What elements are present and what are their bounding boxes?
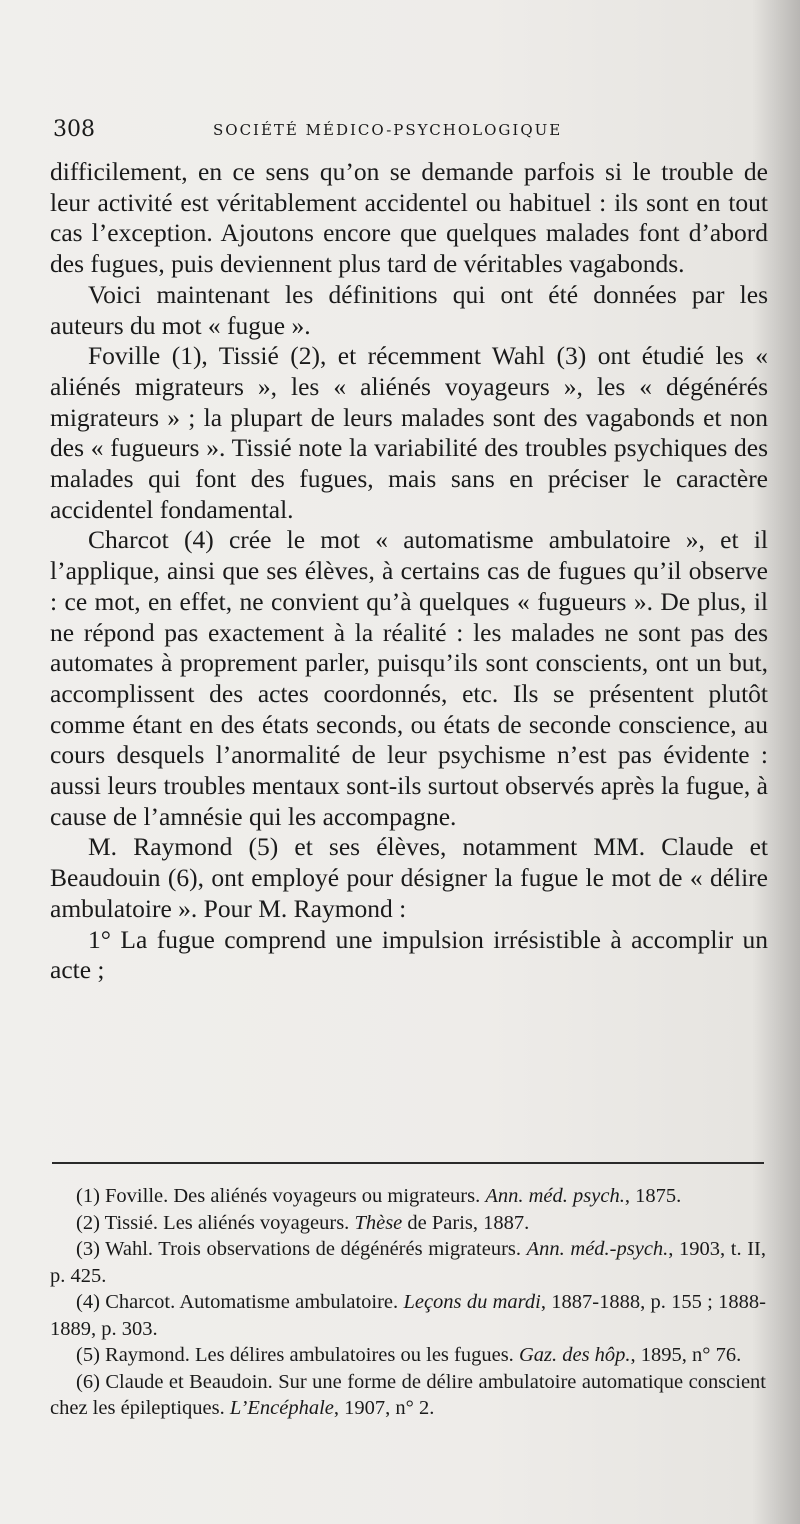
footnote-source: Gaz. des hôp. [518, 1344, 631, 1366]
paragraph: Voici maintenant les définitions qui ont été données par les auteurs du mot « fugue ». [50, 279, 768, 340]
footnote-number: (3) [76, 1238, 100, 1260]
footnote-details: , 1875. [624, 1185, 682, 1207]
footnote-source: L’Encéphale [229, 1397, 334, 1419]
footnote [50, 1210, 766, 1237]
paragraph: Foville (1), Tissié (2), et récemment Wahl (3) ont étudié les « aliénés migrateurs », les « aliénés voyageurs », les « dégénérés migrateurs » ; la plupart de leurs malades sont des vagabonds et non des « fugueurs ». Tissié note la variabilité des troubles psychiques des malades qui font des fugues, mais sans en préciser le caractère accidentel fondamental. [50, 341, 768, 524]
footnote-divider [52, 1162, 764, 1164]
footnote-details: de Paris, 1887. [402, 1211, 530, 1234]
paragraph: Charcot (4) crée le mot « automatisme ambulatoire », et il l’applique, ainsi que ses élèves, à certains cas de fugues qu’il observe : ce mot, en effet, ne convient qu’à quelques « fugueurs ». De plus, il ne répond pas exactement à la réalité : les malades ne sont pas des automates à proprement parler, puisqu’ils sont conscients, ont un but, accomplissent des actes coordonnés, etc. Ils se présentent plutôt comme étant en des états seconds, ou états de seconde conscience, au cours desquels l’anormalité de leur psychisme n’est pas évidente : aussi leurs troubles mentaux sont-ils surtout observés après la fugue, à cause de l’amnésie qui les accompagne. [50, 525, 768, 831]
footnote-text: Foville. Des aliénés voyageurs ou migrateurs. [105, 1185, 481, 1207]
footnote [50, 1369, 766, 1422]
footnote-text: Charcot. Automatisme ambulatoire. [105, 1291, 399, 1313]
footnote-source: Thèse [354, 1211, 403, 1234]
footnote-number: (6) [76, 1370, 100, 1393]
page-header [53, 117, 743, 147]
footnote-source: Leçons du mardi [403, 1291, 541, 1313]
footnote-text: Tissié. Les aliénés voyageurs. [104, 1211, 350, 1234]
footnote-number: (4) [76, 1291, 100, 1313]
paragraph: difficilement, en ce sens qu’on se demande parfois si le trouble de leur activité est véritablement accidentel ou habituel : ils sont en tout cas l’exception. Ajoutons encore que quelques malades font d’abord des fugues, puis deviennent plus tard de véritables vagabonds. [50, 157, 768, 279]
footnote-details: , 1887-1888, p. 155 ; 1888-1889, p. 303. [50, 1291, 766, 1340]
footnote-details: , 1903, t. II, p. 425. [50, 1238, 766, 1287]
footnote-number: (2) [76, 1211, 100, 1234]
footnote-source: Ann. méd. psych. [485, 1185, 625, 1207]
footnote-source: Ann. méd.-psych. [526, 1238, 669, 1260]
footnote-number: (5) [76, 1344, 100, 1366]
footnote-text: Wahl. Trois observations de dégénérés migrateurs. [105, 1238, 521, 1260]
footnote-text: Raymond. Les délires ambulatoires ou les fugues. [105, 1344, 514, 1366]
footnote [50, 1183, 766, 1210]
paragraph: 1° La fugue comprend une impulsion irrésistible à accomplir un acte ; [50, 924, 768, 985]
page-number: 308 [53, 117, 95, 142]
footnote [50, 1236, 766, 1289]
footnote-text: Claude et Beaudoin. Sur une forme de délire ambulatoire automatique conscient chez les épileptiques. [50, 1370, 767, 1419]
footnote [50, 1289, 766, 1342]
footnote-details: , 1907, n° 2. [333, 1397, 435, 1419]
running-head: SOCIÉTÉ MÉDICO-PSYCHOLOGIQUE [213, 121, 563, 139]
footnote-details: , 1895, n° 76. [630, 1344, 742, 1366]
paragraph: M. Raymond (5) et ses élèves, notamment MM. Claude et Beaudouin (6), ont employé pour désigner la fugue le mot de « délire ambulatoire ». Pour M. Raymond : [50, 832, 768, 923]
footnote [50, 1342, 766, 1369]
body-text [50, 157, 768, 986]
footnote-number: (1) [76, 1185, 100, 1207]
footnotes [50, 1183, 766, 1422]
